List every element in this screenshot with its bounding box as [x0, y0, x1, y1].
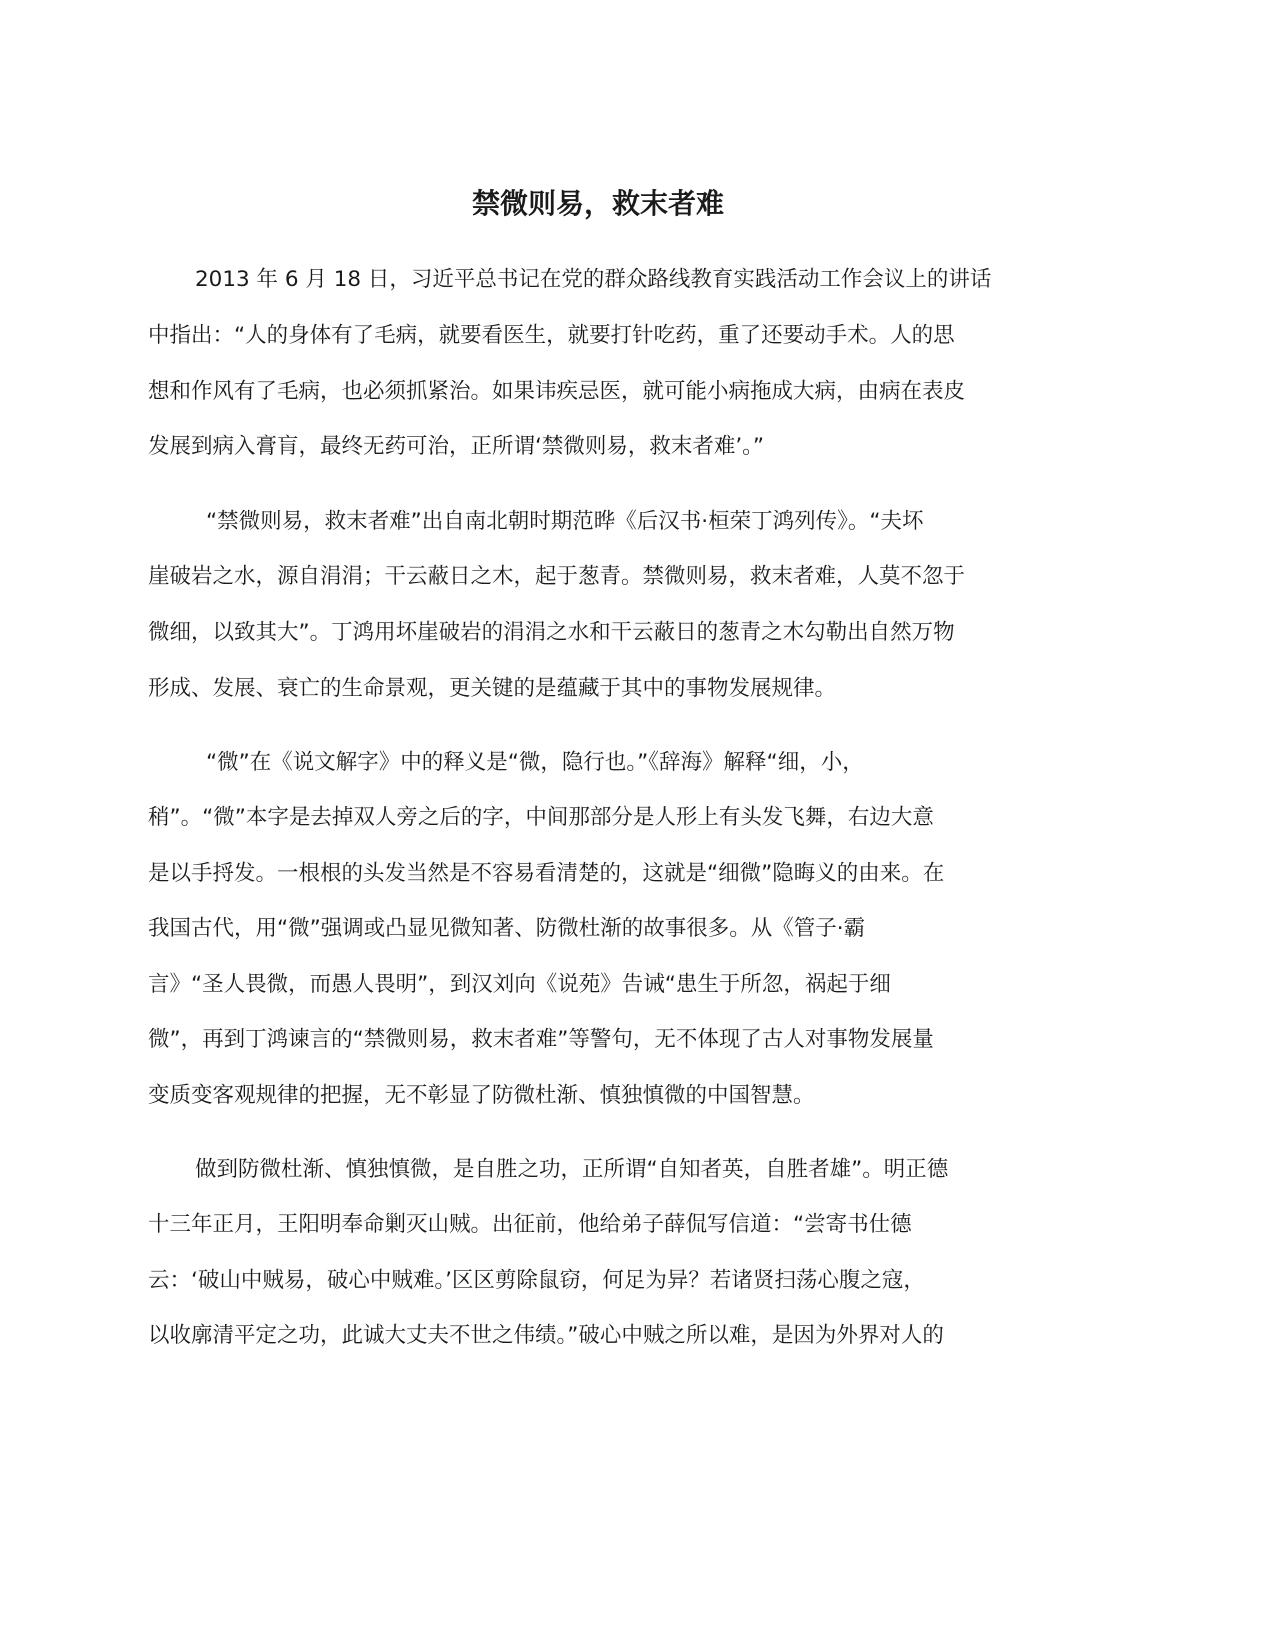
- paragraph-4-line-3: 云：‘破山中贼易，破心中贼难。’区区剪除鼠窃，何足为异？若诸贤扫荡心腹之寇，: [148, 1268, 925, 1293]
- paragraph-1-line-3: 想和作风有了毛病，也必须抓紧治。如果讳疾忌医，就可能小病拖成大病，由病在表皮: [148, 379, 966, 404]
- paragraph-3-line-1: “微”在《说文解字》中的释义是“微，隐行也。”《辞海》解释“细，小，: [206, 750, 864, 775]
- paragraph-1-line-4: 发展到病入膏肓，最终无药可治，正所谓‘禁微则易，救末者难’。”: [148, 434, 765, 459]
- paragraph-4-line-4: 以收廓清平定之功，此诚大丈夫不世之伟绩。”破心中贼之所以难，是因为外界对人的: [148, 1323, 944, 1348]
- paragraph-3-line-3: 是以手捋发。一根根的头发当然是不容易看清楚的，这就是“细微”隐晦义的由来。在: [148, 861, 945, 886]
- paragraph-1-line-1: 2013 年 6 月 18 日，习近平总书记在党的群众路线教育实践活动工作会议上的讲话: [195, 267, 992, 292]
- paragraph-1-line-2: 中指出：“人的身体有了毛病，就要看医生，就要打针吃药，重了还要动手术。人的思: [148, 323, 955, 348]
- paragraph-3-line-2: 稍”。“微”本字是去掉双人旁之后的字，中间那部分是人形上有头发飞舞，右边大意: [148, 805, 934, 830]
- paragraph-2-line-3: 微细，以致其大”。丁鸿用坏崖破岩的涓涓之水和干云蔽日的葱青之木勾勒出自然万物: [148, 620, 955, 645]
- paragraph-4-line-1: 做到防微杜渐、慎独慎微，是自胜之功，正所谓“自知者英，自胜者雄”。明正德: [195, 1157, 949, 1182]
- document-title: 禁微则易，救末者难: [471, 187, 724, 220]
- paragraph-2-line-4: 形成、发展、衰亡的生命景观，更关键的是蕴藏于其中的事物发展规律。: [148, 676, 837, 701]
- paragraph-3-line-5: 言》“圣人畏微，而愚人畏明”，到汉刘向《说苑》告诫“患生于所忽，祸起于细: [148, 972, 891, 997]
- document-page: [148, 0, 1048, 1650]
- paragraph-3-line-6: 微”，再到丁鸿谏言的“禁微则易，救末者难”等警句，无不体现了古人对事物发展量: [148, 1027, 934, 1052]
- paragraph-2-line-2: 崖破岩之水，源自涓涓；干云蔽日之木，起于葱青。禁微则易，救末者难，人莫不忽于: [148, 564, 966, 589]
- paragraph-2-line-1: “禁微则易，救末者难”出自南北朝时期范晔《后汉书·桓荣丁鸿列传》。“夫坏: [206, 509, 924, 534]
- paragraph-3-line-7: 变质变客观规律的把握，无不彰显了防微杜渐、慎独慎微的中国智慧。: [148, 1083, 815, 1108]
- paragraph-3-line-4: 我国古代，用“微”强调或凸显见微知著、防微杜渐的故事很多。从《管子·霸: [148, 916, 866, 941]
- paragraph-4-line-2: 十三年正月，王阳明奉命剿灭山贼。出征前，他给弟子薛侃写信道：“尝寄书仕德: [148, 1212, 912, 1237]
